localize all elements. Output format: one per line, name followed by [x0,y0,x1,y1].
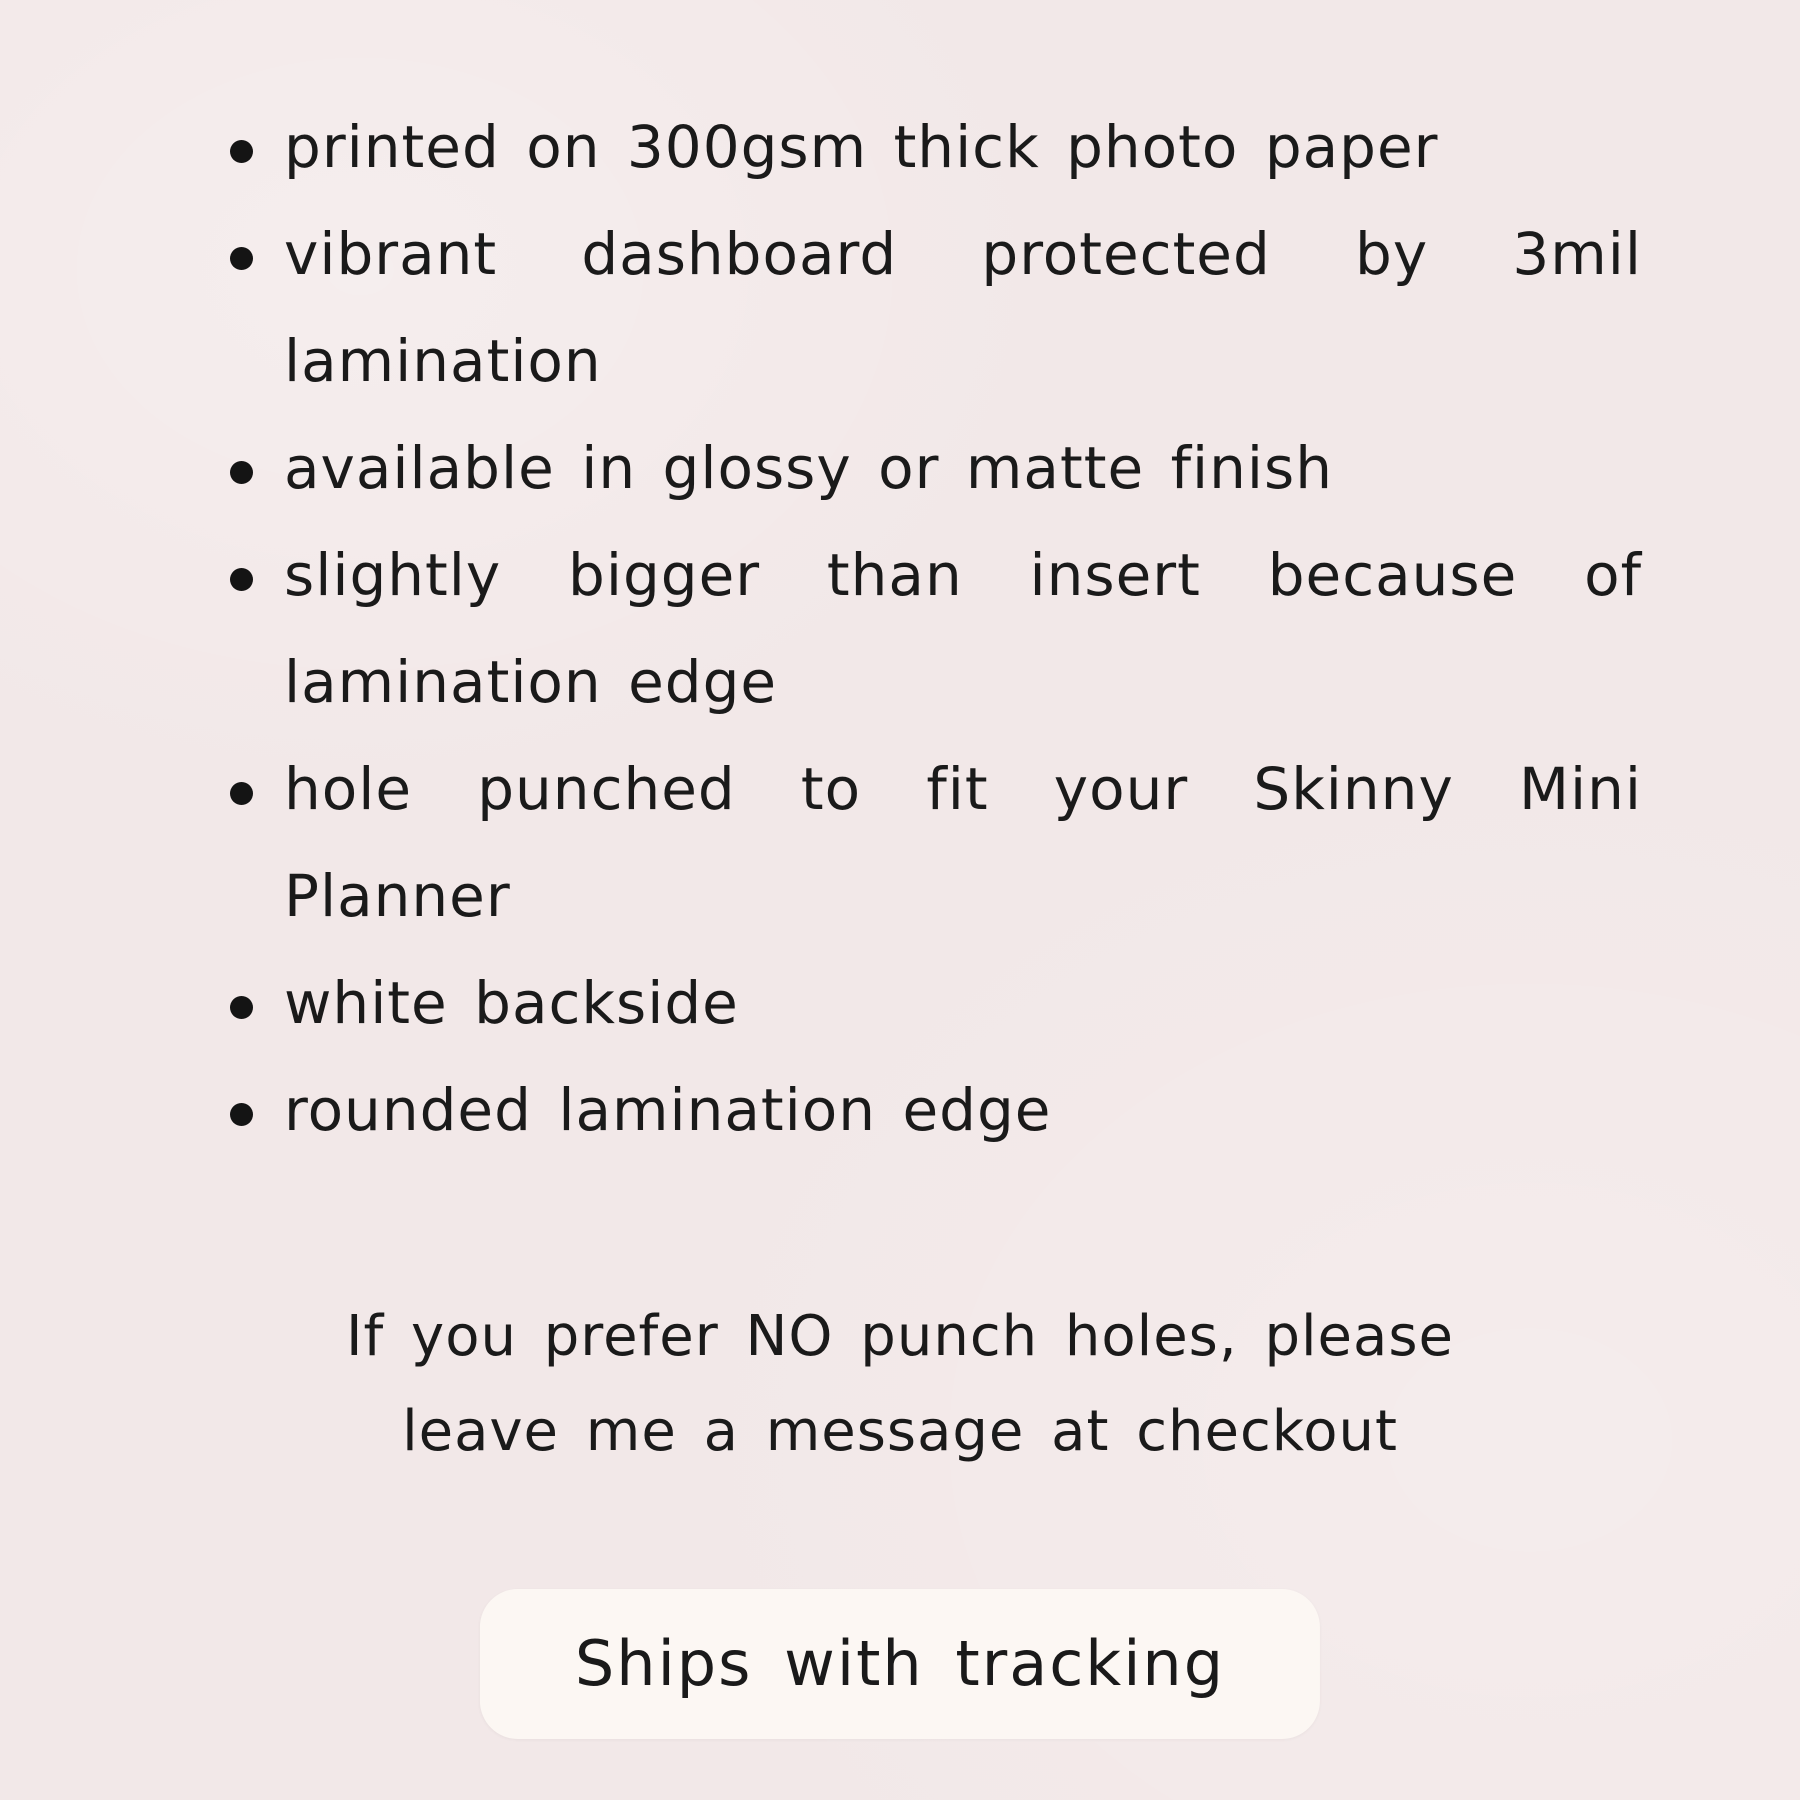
bullet-column [220,950,284,1019]
list-item-line: hole punched to fit your Skinny Mini [284,755,1642,823]
list-item [220,950,1642,1057]
list-item [220,736,1642,950]
shipping-badge [480,1589,1320,1739]
list-item-content [284,950,1642,1057]
checkout-note [100,1289,1700,1479]
list-item-content [284,1057,1642,1164]
list-item-content [284,522,1642,736]
bullet-icon [230,782,253,805]
bullet-icon [230,1103,253,1126]
list-item [220,201,1642,415]
bullet-column [220,201,284,270]
list-item-content [284,736,1642,950]
list-item-line: white backside [284,969,739,1037]
list-item [220,94,1642,201]
list-item-content [284,94,1642,201]
bullet-icon [230,996,253,1019]
list-item-content [284,201,1642,415]
list-item-line: printed on 300gsm thick photo paper [284,113,1439,181]
bullet-column [220,1057,284,1126]
shipping-badge-label: Ships with tracking [574,1627,1226,1700]
list-item-line: available in glossy or matte finish [284,434,1333,502]
bullet-column [220,736,284,805]
list-item-line: lamination edge [284,648,778,716]
list-item-line: vibrant dashboard protected by 3mil [284,220,1642,288]
list-item-line: rounded lamination edge [284,1076,1052,1144]
bullet-icon [230,247,253,270]
bullet-icon [230,568,253,591]
list-item [220,522,1642,736]
list-item-content [284,415,1642,522]
list-item [220,1057,1642,1164]
bullet-column [220,415,284,484]
checkout-note-line: If you prefer NO punch holes, please [346,1304,1454,1369]
bullet-column [220,94,284,163]
bullet-icon [230,140,253,163]
checkout-note-line: leave me a message at checkout [402,1399,1398,1464]
bullet-column [220,522,284,591]
feature-list [220,94,1642,1164]
list-item-line: Planner [284,862,511,930]
bullet-icon [230,461,253,484]
list-item-line: slightly bigger than insert because of [284,541,1642,609]
list-item [220,415,1642,522]
list-item-line: lamination [284,327,602,395]
